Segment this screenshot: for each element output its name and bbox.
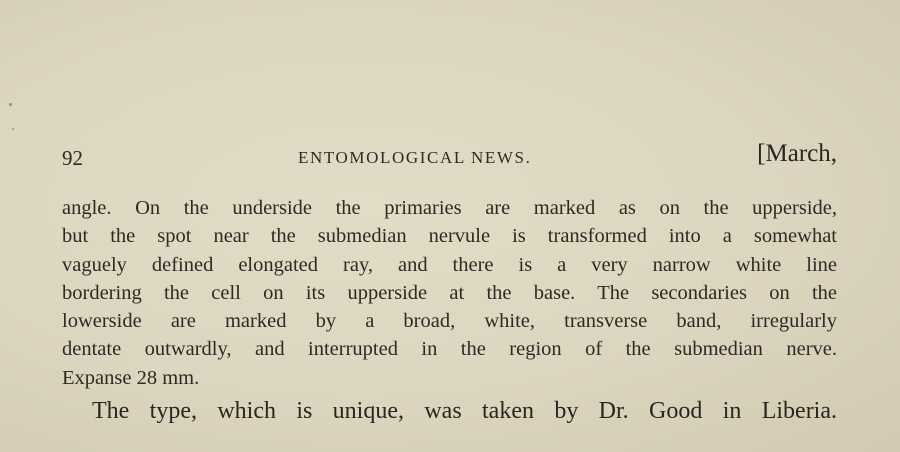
text-line: bordering the cell on its upperside at the base. The secondaries on the: [62, 281, 837, 304]
closing-sentence: The type, which is unique, was taken by Dr. Good in Liberia.: [92, 398, 837, 424]
page-header: [62, 140, 837, 174]
text-line: Expanse 28 mm.: [62, 366, 200, 389]
header-date: [March,: [757, 140, 837, 167]
text-line: lowerside are marked by a broad, white, transverse band, irregularly: [62, 310, 837, 333]
text-line: vaguely defined elongated ray, and there is a very narrow white line: [62, 253, 837, 276]
text-line: angle. On the underside the primaries are marked as on the upperside,: [62, 197, 837, 219]
body-paragraph: [62, 194, 837, 392]
text-line: but the spot near the submedian nervule is transformed into a somewhat: [62, 225, 837, 248]
paper-speck: [9, 103, 12, 106]
running-title: ENTOMOLOGICAL NEWS.: [298, 148, 532, 167]
page-number: 92: [62, 146, 83, 170]
text-line: dentate outwardly, and interrupted in the region of the submedian nerve.: [62, 338, 837, 361]
paper-speck: [12, 128, 14, 130]
